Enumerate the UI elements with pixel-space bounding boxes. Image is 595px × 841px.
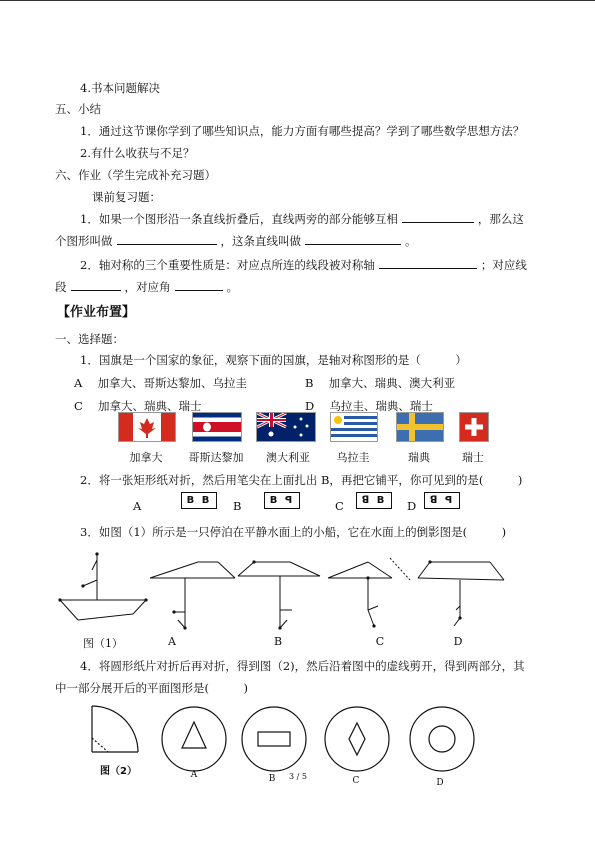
switzerland-flag-graphic	[460, 413, 488, 441]
boat-reflection-figures	[50, 548, 590, 648]
q4-label-a: A	[190, 770, 198, 780]
flag-caption: 加拿大	[129, 451, 163, 464]
flag-caption: 瑞典	[408, 451, 430, 464]
choice-intro: 一、选择题：	[55, 332, 124, 346]
review-q1-text-c: 个图形叫做	[55, 234, 113, 248]
q3-label-c: C	[375, 635, 385, 648]
costa-rica-flag-graphic	[193, 413, 241, 441]
review-q2-text-b: ；对应线	[480, 258, 527, 272]
uruguay-flag	[330, 412, 378, 442]
page-number: 3 / 5	[289, 772, 307, 781]
q4-stem-line2: 中一部分展开后的平面图形是( )	[55, 681, 248, 695]
q2-option-a-box: B B	[181, 492, 217, 509]
review-q1-text-a: 1．如果一个图形沿一条直线折叠后，直线两旁的部分能够互相	[80, 212, 398, 226]
q4-figure-label: 图（2）	[100, 766, 137, 777]
section-title: 【作业布置】	[57, 305, 136, 320]
review-q1-line1	[80, 211, 524, 227]
flag-caption: 哥斯达黎加	[188, 451, 244, 464]
uruguay-flag-graphic	[331, 413, 377, 441]
item-4: 4.书本问题解决	[80, 81, 160, 95]
review-q2-text-e: 。	[226, 280, 238, 294]
q2-label-c: C	[335, 499, 344, 513]
q3-figure-label: 图（1）	[83, 637, 123, 650]
review-q1-text-d: ，这条直线叫做	[220, 234, 301, 248]
review-title: 课前复习题：	[92, 190, 161, 204]
review-q1-text-e: 。	[405, 234, 417, 248]
answer-blank	[305, 233, 401, 245]
canada-flag-graphic	[119, 413, 175, 441]
q1-stem: 1．国旗是一个国家的象征，观察下面的国旗，是轴对称图形的是（ ）	[80, 353, 467, 367]
q4-label-b: B	[268, 774, 276, 784]
review-q2-text-c: 段	[55, 280, 67, 294]
q2-stem: 2．将一张矩形纸对折，然后用笔尖在上面扎出 B，再把它铺平，你可见到的是( )	[80, 473, 523, 487]
answer-blank	[71, 279, 121, 291]
q4-label-d: D	[436, 778, 444, 788]
answer-blank	[117, 233, 217, 245]
q3-label-d: D	[453, 635, 463, 648]
q1-option-c: C 加拿大、瑞典、瑞士	[74, 399, 202, 413]
summary-q2: 2.有什么收获与不足？	[80, 146, 195, 160]
review-q2-line2	[55, 279, 238, 295]
q3-stem: 3．如图（1）所示是一只停泊在平静水面上的小船，它在水面上的倒影图是( )	[80, 525, 507, 539]
q2-option-d-box: ꓭ ꟼ	[424, 492, 460, 509]
q4-label-c: C	[352, 776, 360, 786]
section-summary: 五、小结	[55, 102, 101, 116]
review-q2-line1	[80, 257, 527, 273]
review-q1-text-b: ，那么这	[477, 212, 524, 226]
answer-blank	[402, 211, 474, 223]
q2-label-d: D	[407, 499, 417, 513]
flag-caption: 澳大利亚	[266, 451, 310, 464]
flag-caption: 乌拉圭	[336, 451, 370, 464]
sweden-flag-graphic	[397, 413, 443, 441]
q4-stem-line1: 4．将圆形纸片对折后再对折，得到图（2)，然后沿着图中的虚线剪开，得到两部分，其	[80, 659, 525, 673]
q2-label-a: A	[133, 499, 142, 513]
australia-flag-graphic	[257, 413, 315, 441]
q3-label-a: A	[168, 635, 176, 648]
switzerland-flag	[459, 412, 489, 442]
canada-flag	[118, 412, 176, 442]
section-homework: 六、作业（学生完成补充习题）	[55, 168, 216, 182]
costa-rica-flag	[192, 412, 242, 442]
australia-flag	[256, 412, 316, 442]
page-top-rule	[0, 0, 595, 1]
q2-option-c-box: ꓭ B	[356, 492, 392, 509]
q1-option-b: B 加拿大、瑞典、澳大利亚	[305, 376, 456, 390]
summary-q1: 1．通过这节课你学到了哪些知识点，能力方面有哪些提高？学到了哪些数学思想方法？	[80, 124, 525, 138]
answer-blank	[379, 257, 477, 269]
sweden-flag	[396, 412, 444, 442]
q1-option-d: D 乌拉圭、瑞典、瑞士	[305, 399, 433, 413]
q1-option-a: A 加拿大、哥斯达黎加、乌拉圭	[74, 376, 247, 390]
review-q2-text-a: 2．轴对称的三个重要性质是：对应点所连的线段被对称轴	[80, 258, 375, 272]
review-q1-line2	[55, 233, 417, 249]
q3-label-b: B	[273, 635, 283, 648]
circle-paper-figures	[88, 702, 508, 777]
answer-blank	[175, 279, 223, 291]
q2-option-b-box: B ꟼ	[264, 492, 300, 509]
review-q2-text-d: ，对应角	[124, 280, 171, 294]
flag-caption: 瑞士	[462, 451, 484, 464]
q2-label-b: B	[233, 499, 242, 513]
